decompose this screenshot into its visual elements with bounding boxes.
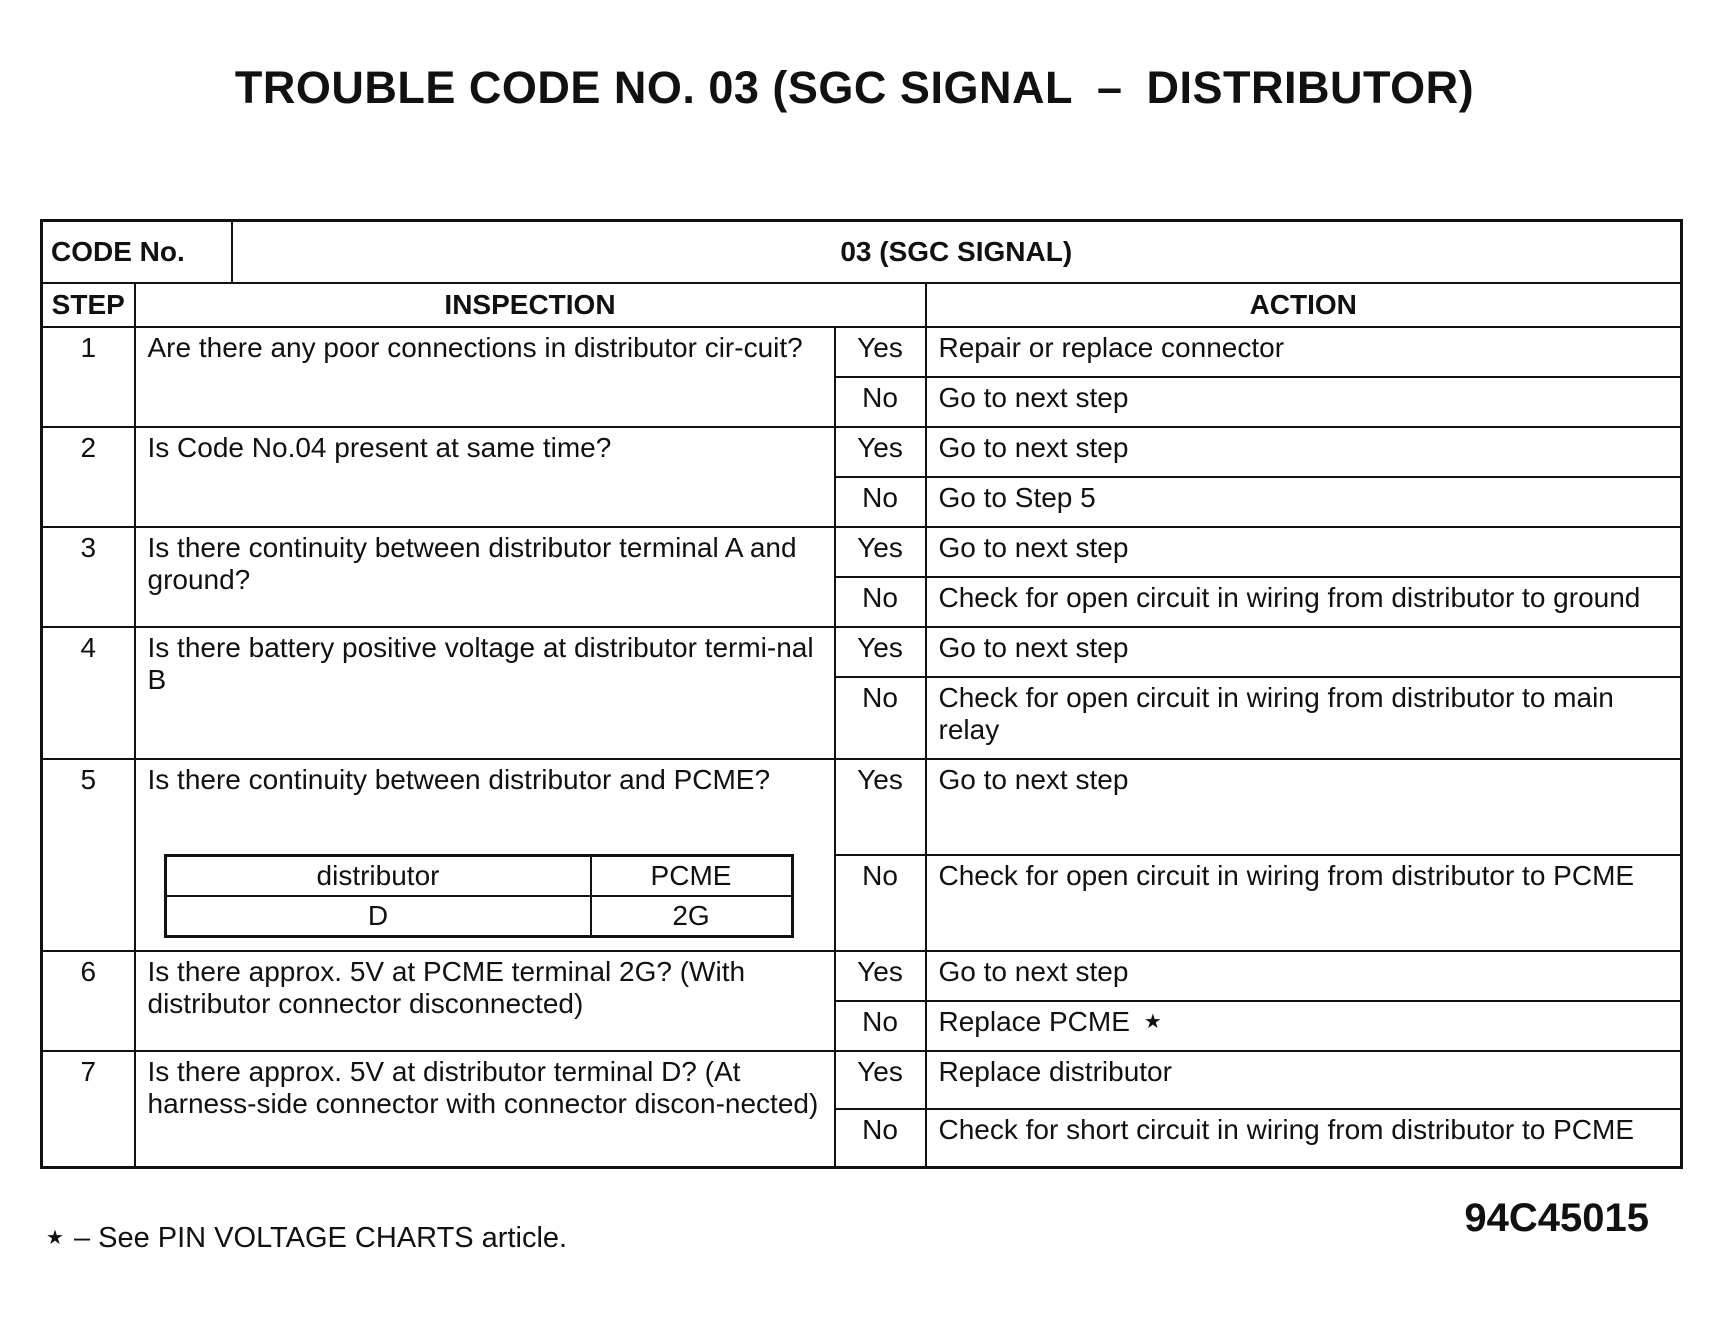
column-header-row [42,283,1682,327]
inspection-header: INSPECTION [135,283,926,327]
step-number: 1 [42,327,135,427]
footnote-text: – See PIN VOLTAGE CHARTS article. [73,1222,568,1254]
table-row [42,527,1682,577]
no-action: Check for open circuit in wiring from distributor to main relay [926,677,1682,759]
step-number: 5 [42,759,135,951]
yes-label: Yes [835,759,926,855]
figure-number: 94C45015 [1464,1196,1649,1240]
code-label: CODE No. [42,221,232,284]
inspection-text: Is Code No.04 present at same time? [135,427,835,527]
no-action: Go to next step [926,377,1682,427]
terminal-header-pcme: PCME [591,856,793,897]
no-label: No [835,677,926,759]
table-row [42,427,1682,477]
title-left: TROUBLE CODE NO. 03 (SGC SIGNAL [234,62,1073,113]
yes-action: Repair or replace connector [926,327,1682,377]
step-number: 6 [42,951,135,1051]
step-number: 2 [42,427,135,527]
page-title [0,62,1709,114]
title-dash: – [1096,62,1123,113]
inspection-text: Is there battery positive voltage at distributor termi-nal B [135,627,835,759]
terminal-header-distributor: distributor [165,856,591,897]
no-label: No [835,477,926,527]
yes-label: Yes [835,327,926,377]
code-row [42,221,1682,284]
star-icon: ★ [46,1227,64,1249]
table-row [42,1051,1682,1109]
no-action-cell [926,1001,1682,1051]
footnote [46,1222,567,1255]
inspection-text: Is there continuity between distributor and PCME? [147,764,771,795]
no-action: Check for open circuit in wiring from distributor to ground [926,577,1682,627]
no-action: Check for open circuit in wiring from distributor to PCME [926,855,1682,951]
yes-label: Yes [835,627,926,677]
step-number: 3 [42,527,135,627]
step-header: STEP [42,283,135,327]
table-row [42,627,1682,677]
yes-action: Go to next step [926,759,1682,855]
code-value: 03 (SGC SIGNAL) [232,221,1682,284]
trouble-code-table [40,219,1683,1169]
no-label: No [835,1001,926,1051]
inspection-text: Is there approx. 5V at PCME terminal 2G? (With distributor connector disconnected) [135,951,835,1051]
step-number: 7 [42,1051,135,1167]
no-action: Check for short circuit in wiring from distributor to PCME [926,1109,1682,1167]
no-label: No [835,577,926,627]
yes-action: Replace distributor [926,1051,1682,1109]
inspection-text: Is there continuity between distributor terminal A and ground? [135,527,835,627]
terminal-value-pcme: 2G [591,896,793,937]
no-action: Go to Step 5 [926,477,1682,527]
action-header: ACTION [926,283,1682,327]
table-row [42,759,1682,855]
inspection-cell [135,759,835,951]
terminal-table [164,854,794,938]
yes-label: Yes [835,527,926,577]
yes-action: Go to next step [926,427,1682,477]
yes-label: Yes [835,427,926,477]
yes-action: Go to next step [926,951,1682,1001]
no-label: No [835,855,926,951]
table-row [42,327,1682,377]
inspection-text: Is there approx. 5V at distributor terminal D? (At harness-side connector with connector discon-nected) [135,1051,835,1167]
no-action: Replace PCME [938,1006,1130,1037]
no-label: No [835,1109,926,1167]
table-row [42,951,1682,1001]
no-label: No [835,377,926,427]
terminal-value-distributor: D [165,896,591,937]
star-icon: ★ [1143,1011,1162,1033]
yes-action: Go to next step [926,527,1682,577]
inspection-text: Are there any poor connections in distributor cir-cuit? [135,327,835,427]
yes-label: Yes [835,951,926,1001]
title-right: DISTRIBUTOR) [1146,62,1475,113]
step-number: 4 [42,627,135,759]
yes-label: Yes [835,1051,926,1109]
yes-action: Go to next step [926,627,1682,677]
